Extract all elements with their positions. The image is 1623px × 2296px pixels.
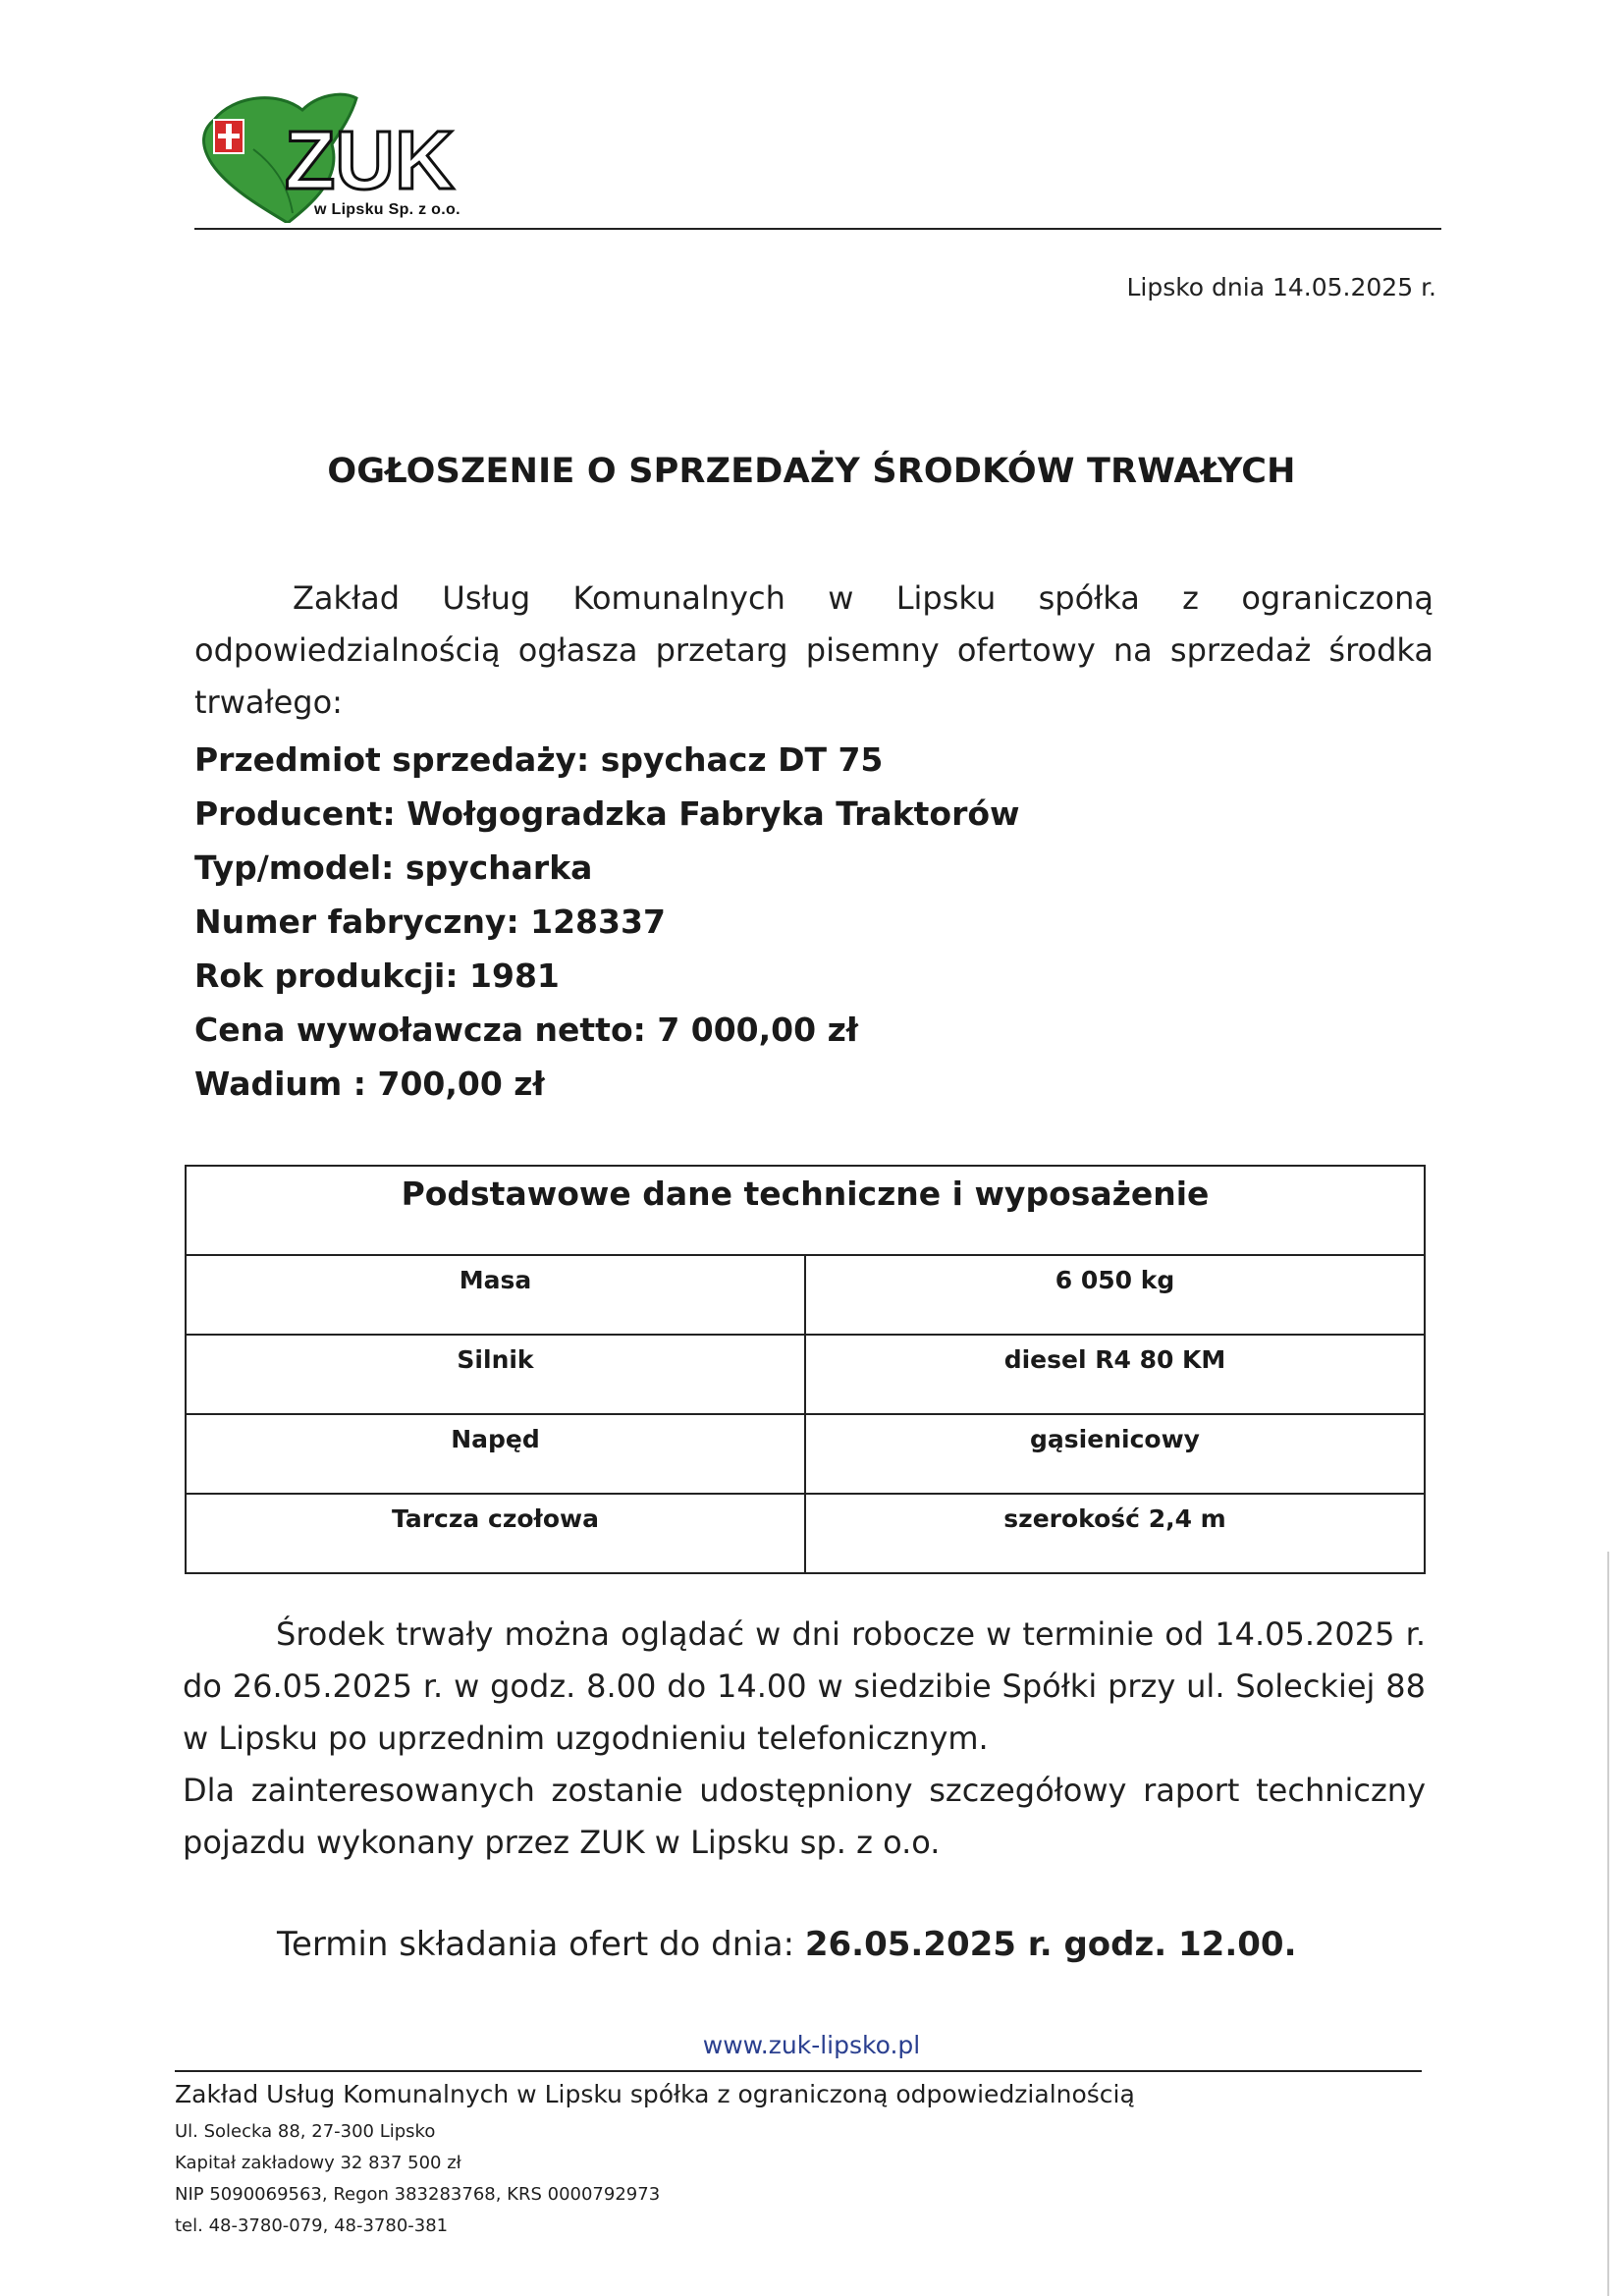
row-value: diesel R4 80 KM xyxy=(805,1335,1425,1414)
scan-edge-line xyxy=(1607,1552,1609,2296)
website-link[interactable]: www.zuk-lipsko.pl xyxy=(702,2031,921,2059)
spec-year: Rok produkcji: 1981 xyxy=(194,957,560,995)
spec-model: Typ/model: spycharka xyxy=(194,848,593,887)
table-row xyxy=(186,1255,1425,1335)
spec-producer: Producent: Wołgogradzka Fabryka Traktorów xyxy=(194,794,1020,833)
document-date: Lipsko dnia 14.05.2025 r. xyxy=(1126,273,1436,301)
deadline-label: Termin składania ofert do dnia: xyxy=(277,1925,805,1964)
header-divider xyxy=(194,228,1441,230)
spec-subject: Przedmiot sprzedaży: spychacz DT 75 xyxy=(194,740,884,779)
row-label: Napęd xyxy=(186,1414,805,1494)
report-text: Dla zainteresowanych zostanie udostępniony szczegółowy raport techniczny pojazdu wykonany przez ZUK w Lipsku sp. z o.o. xyxy=(183,1772,1426,1861)
spec-serial: Numer fabryczny: 128337 xyxy=(194,902,666,941)
viewing-paragraph xyxy=(183,1609,1426,1869)
spec-price: Cena wywoławcza netto: 7 000,00 zł xyxy=(194,1011,859,1049)
offer-deadline xyxy=(277,1925,1296,1964)
row-value: szerokość 2,4 m xyxy=(805,1494,1425,1573)
document-title: OGŁOSZENIE O SPRZEDAŻY ŚRODKÓW TRWAŁYCH xyxy=(327,452,1296,491)
spec-list xyxy=(194,733,1020,1111)
logo-subtitle: w Lipsku Sp. z o.o. xyxy=(314,201,460,218)
footer-company: Zakład Usług Komunalnych w Lipsku spółka z ograniczoną odpowiedzialnością xyxy=(175,2080,1135,2108)
footer-divider xyxy=(175,2070,1422,2072)
deadline-value: 26.05.2025 r. godz. 12.00. xyxy=(804,1925,1297,1964)
row-label: Tarcza czołowa xyxy=(186,1494,805,1573)
row-value: 6 050 kg xyxy=(805,1255,1425,1335)
row-label: Silnik xyxy=(186,1335,805,1414)
row-value: gąsienicowy xyxy=(805,1414,1425,1494)
technical-data-table xyxy=(185,1165,1426,1574)
footer-ids: NIP 5090069563, Regon 383283768, KRS 0000792973 xyxy=(175,2184,661,2205)
footer-address: Ul. Solecka 88, 27-300 Lipsko xyxy=(175,2121,436,2142)
footer-phone: tel. 48-3780-079, 48-3780-381 xyxy=(175,2215,449,2236)
intro-text: Zakład Usług Komunalnych w Lipsku spółka z ograniczoną odpowiedzialnością ogłasza przetarg pisemny ofertowy na sprzedaż środka trwałego: xyxy=(194,579,1434,721)
spec-deposit: Wadium : 700,00 zł xyxy=(194,1065,545,1103)
viewing-text: Środek trwały można oglądać w dni robocze w terminie od 14.05.2025 r. do 26.05.2025 r. w godz. 8.00 do 14.00 w siedzibie Spółki przy ul. Soleckiej 88 w Lipsku po uprzednim uzgodnieniu telefonicznym. xyxy=(183,1615,1426,1757)
table-row xyxy=(186,1414,1425,1494)
intro-paragraph xyxy=(194,573,1434,729)
footer-capital: Kapitał zakładowy 32 837 500 zł xyxy=(175,2153,461,2173)
row-label: Masa xyxy=(186,1255,805,1335)
table-heading: Podstawowe dane techniczne i wyposażenie xyxy=(186,1166,1425,1255)
table-row xyxy=(186,1494,1425,1573)
table-row xyxy=(186,1335,1425,1414)
logo-text: ZUK xyxy=(285,114,455,206)
